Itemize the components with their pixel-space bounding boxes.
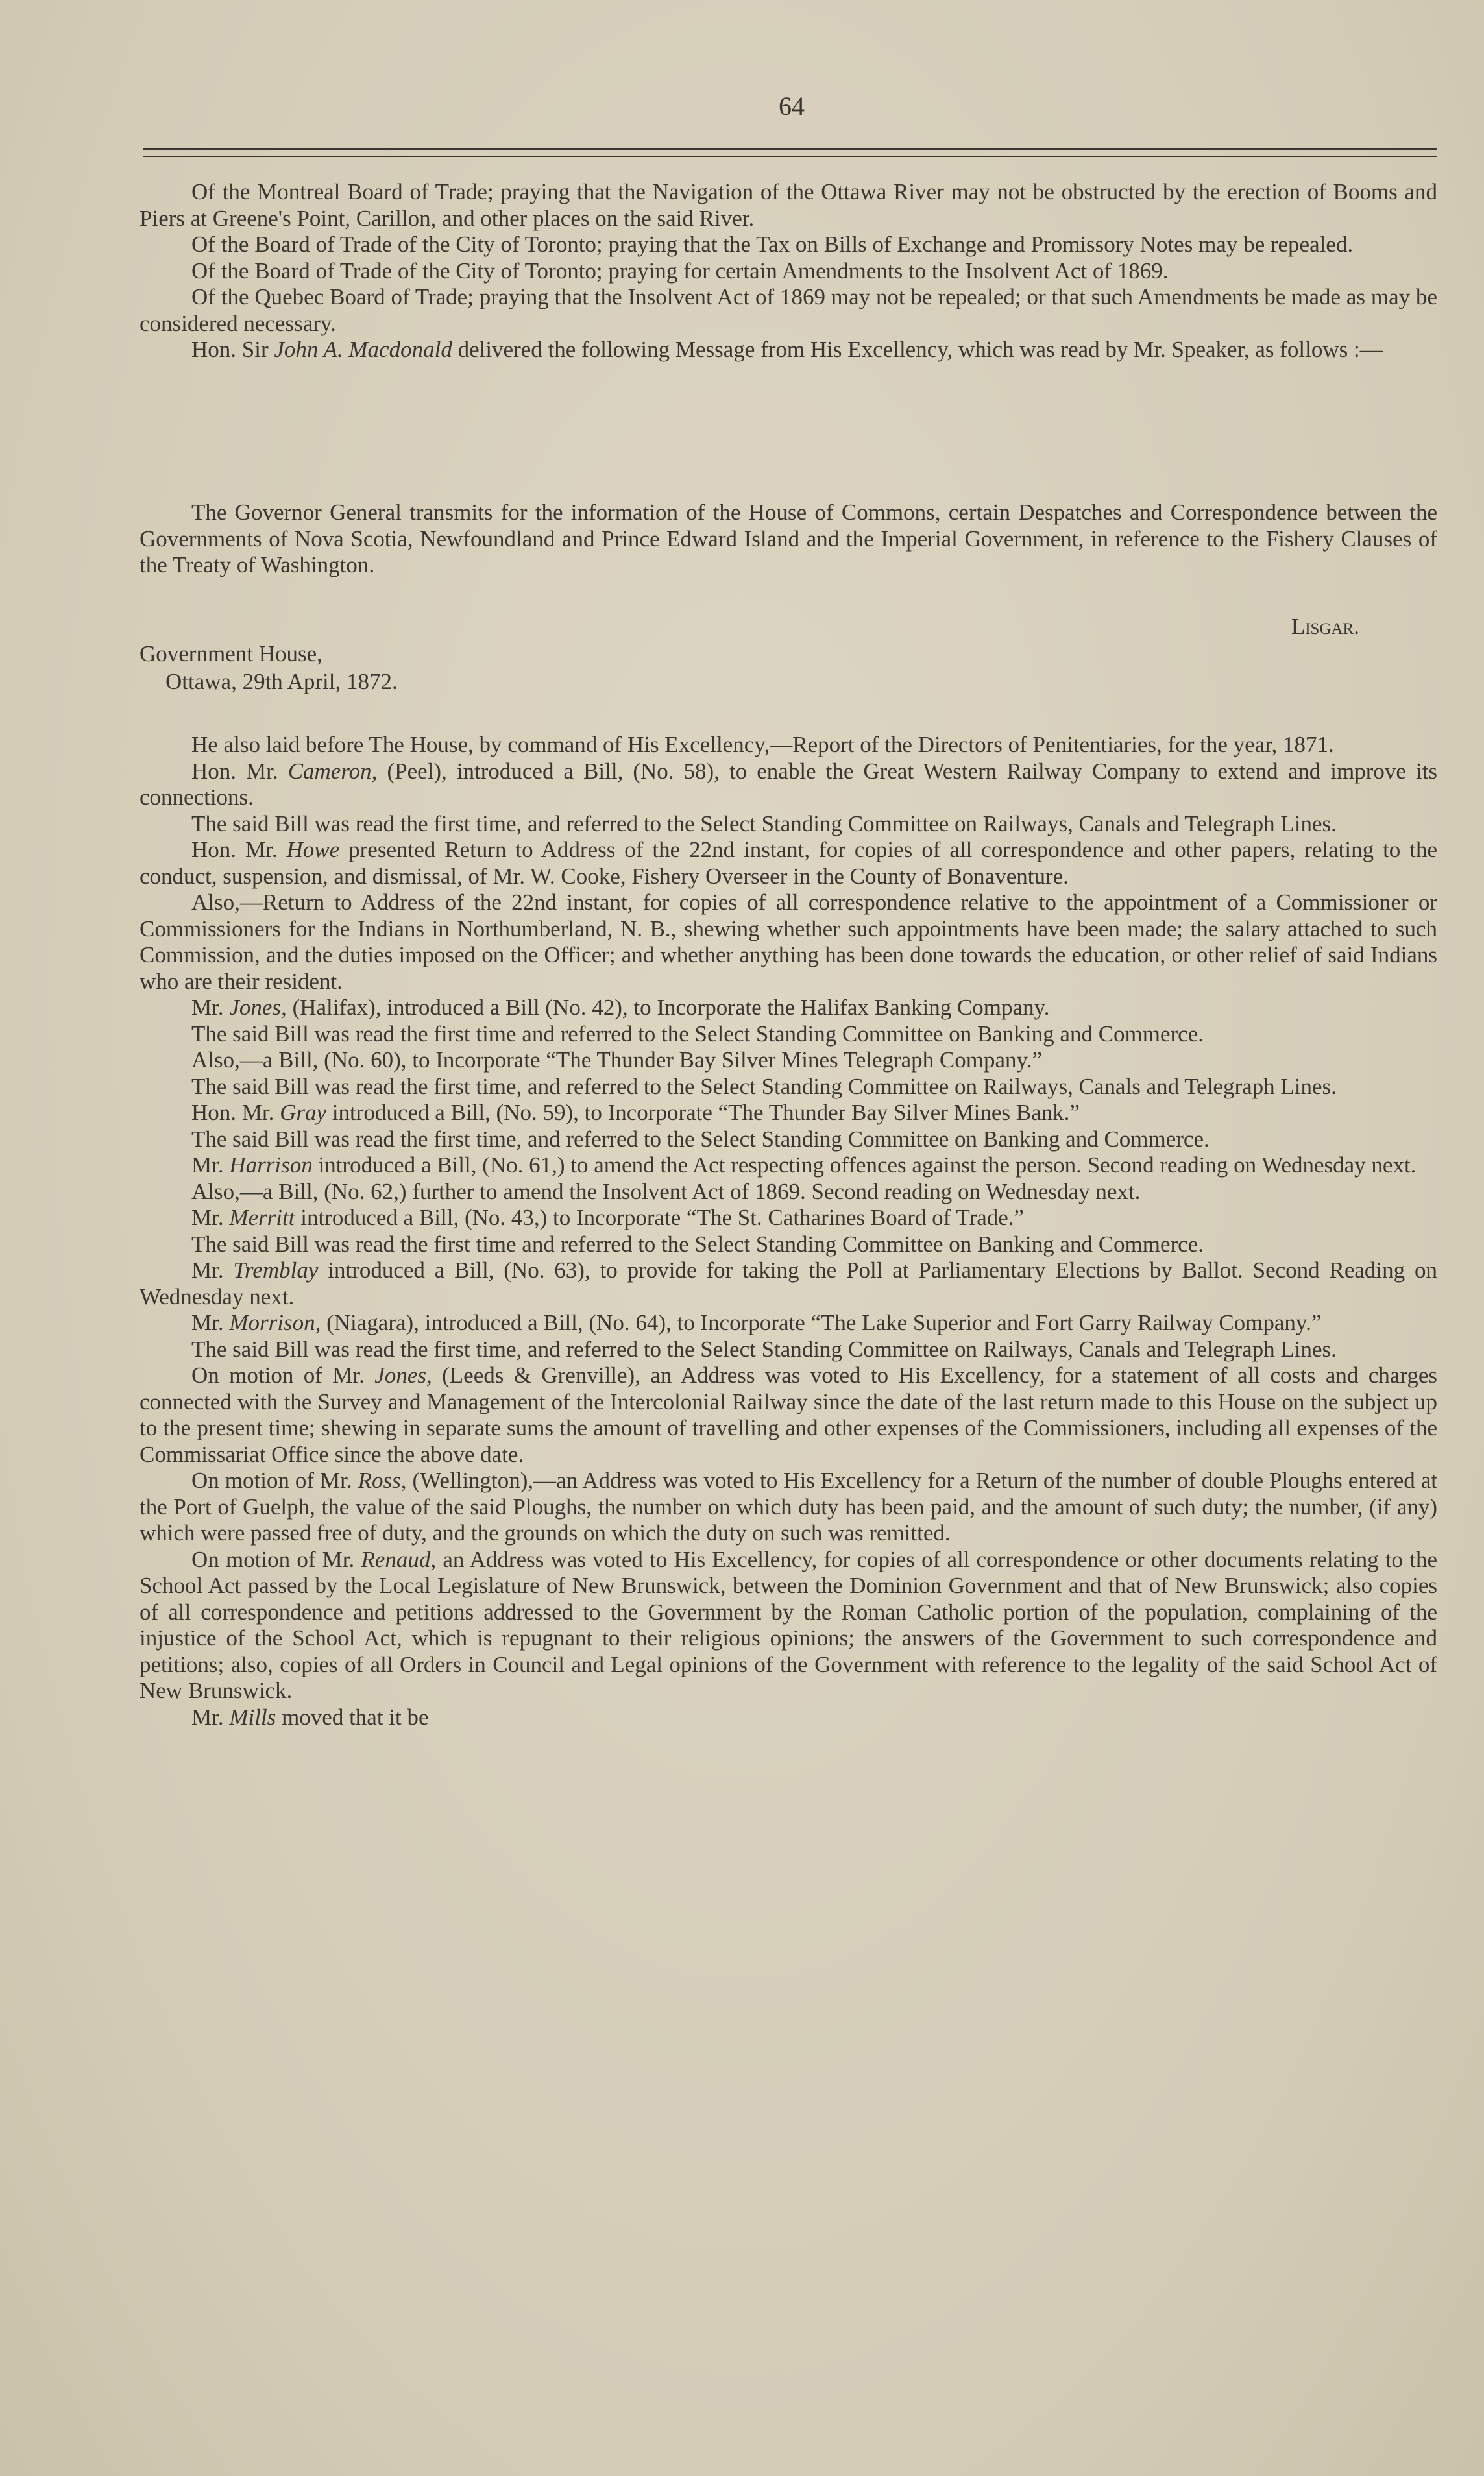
paragraph: Hon. Mr. Howe presented Return to Address of the 22nd instant, for copies of all correspondence and other papers, relating to the conduct, suspension, and dismissal, of Mr. W. Cooke, Fishery Overseer in the County of Bonaventure. (140, 837, 1438, 889)
paragraph: Hon. Mr. Cameron, (Peel), introduced a Bill, (No. 58), to enable the Great Western Railway Company to extend and improve its connections. (140, 758, 1437, 810)
paragraph: Mr. Harrison introduced a Bill, (No. 61,) to amend the Act respecting offences against the person. Second reading on Wednesday next. (191, 1152, 1417, 1178)
paragraph: The said Bill was read the first time, and referred to the Select Standing Committee on Railways, Canals and Telegraph Lines. (191, 1073, 1337, 1099)
message-body: The Governor General transmits for the information of the House of Commons, certain Despatches and Correspondence between the Governments of Nova Scotia, Newfoundland and Prince Edward Island and the Imperial Government, in reference to the Fishery Clauses of the Treaty of Washington. (140, 500, 1437, 577)
member-name: John A. Macdonald (274, 337, 452, 362)
paragraph: Mr. Morrison, (Niagara), introduced a Bill, (No. 64), to Incorporate “The Lake Superior and Fort Garry Railway Company.” (191, 1310, 1322, 1335)
paragraph: Of the Quebec Board of Trade; praying that the Insolvent Act of 1869 may not be repealed; or that such Amendments be made as may be considered necessary. (140, 284, 1437, 336)
paragraph: Hon. Mr. Gray introduced a Bill, (No. 59), to Incorporate “The Thunder Bay Silver Mines Bank.” (191, 1100, 1080, 1125)
paragraph: The said Bill was read the first time and referred to the Select Standing Committee on Banking and Commerce. (191, 1021, 1204, 1047)
paragraph: Of the Board of Trade of the City of Toronto; praying that the Tax on Bills of Exchange and Promissory Notes may be repealed. (191, 232, 1354, 257)
page-number: 64 (779, 91, 805, 121)
paragraph: Mr. Jones, (Halifax), introduced a Bill (No. 42), to Incorporate the Halifax Banking Company. (191, 995, 1050, 1020)
paragraph: He also laid before The House, by command of His Excellency,—Report of the Directors of Penitentiaries, for the year, 1871. (191, 732, 1334, 757)
message-place: Government House, (140, 641, 322, 666)
message-date: Ottawa, 29th April, 1872. (165, 668, 398, 694)
paragraph: Mr. Tremblay introduced a Bill, (No. 63), to provide for taking the Poll at Parliamentary Elections by Ballot. Second Reading on Wednesday next. (140, 1257, 1437, 1309)
proceedings-section (140, 732, 1437, 1730)
paragraph: Of the Montreal Board of Trade; praying that the Navigation of the Ottawa River may not be obstructed by the erection of Booms and Piers at Greene's Point, Carillon, and other places on the said River. (140, 179, 1437, 231)
signature: Lisgar. (1291, 613, 1359, 639)
message-intro: Hon. Sir John A. Macdonald delivered the following Message from His Excellency, which was read by Mr. Speaker, as follows :— (191, 337, 1383, 362)
header-rule-thin (143, 156, 1437, 157)
petitions-section (140, 179, 1437, 363)
paragraph: Also,—a Bill, (No. 62,) further to amend the Insolvent Act of 1869. Second reading on Wednesday next. (191, 1178, 1141, 1204)
paragraph: Also,—a Bill, (No. 60), to Incorporate “The Thunder Bay Silver Mines Telegraph Company.” (191, 1047, 1043, 1073)
message-section (140, 500, 1437, 695)
header-rule-thick (143, 148, 1437, 150)
paragraph: On motion of Mr. Renaud, an Address was voted to His Excellency, for copies of all correspondence or other documents relating to the School Act passed by the Local Legislature of New Brunswick, between the Dominion Government and that of New Brunswick; also copies of all correspondence and petitions addressed to the Government by the Roman Catholic portion of the population, complaining of the injustice of the School Act, which is repugnant to their religious opinions; the answers of the Government to such correspondence and petitions; also, copies of all Orders in Council and Legal opinions of the Government with reference to the legality of the said School Act of New Brunswick. (140, 1546, 1438, 1703)
paragraph: The said Bill was read the first time and referred to the Select Standing Committee on Banking and Commerce. (191, 1231, 1204, 1257)
paragraph: On motion of Mr. Jones, (Leeds & Grenville), an Address was voted to His Excellency, for a statement of all costs and charges connected with the Survey and Management of the Intercolonial Railway since the date of the last return made to this House on the subject up to the present time; shewing in separate sums the amount of travelling and other expenses of the Commissioners, including all expenses of the Commissariat Office since the above date. (140, 1363, 1438, 1467)
paragraph: The said Bill was read the first time, and referred to the Select Standing Committee on Banking and Commerce. (191, 1126, 1210, 1152)
paragraph: The said Bill was read the first time, and referred to the Select Standing Committee on Railways, Canals and Telegraph Lines. (191, 810, 1337, 836)
paragraph: Of the Board of Trade of the City of Toronto; praying for certain Amendments to the Insolvent Act of 1869. (191, 258, 1169, 284)
paragraph: On motion of Mr. Ross, (Wellington),—an Address was voted to His Excellency for a Return of the number of double Ploughs entered at the Port of Guelph, the value of the said Ploughs, the number on which duty has been paid, and the amount of such duty; the number, (if any) which were passed free of duty, and the grounds on which the duty on such was remitted. (140, 1468, 1437, 1546)
paragraph: Mr. Mills moved that it be (191, 1704, 429, 1730)
paragraph: The said Bill was read the first time, and referred to the Select Standing Committee on Railways, Canals and Telegraph Lines. (191, 1336, 1337, 1362)
paragraph: Mr. Merritt introduced a Bill, (No. 43,) to Incorporate “The St. Catharines Board of Trade.” (191, 1205, 1025, 1230)
paragraph: Also,—Return to Address of the 22nd instant, for copies of all correspondence relative to the appointment of a Commissioner or Commissioners for the Indians in Northumberland, N. B., shewing whether such appointments have been made; the salary attached to such Commission, and the duties imposed on the Officer; and whether anything has been done towards the education, or other relief of said Indians who are their resident. (140, 890, 1437, 994)
